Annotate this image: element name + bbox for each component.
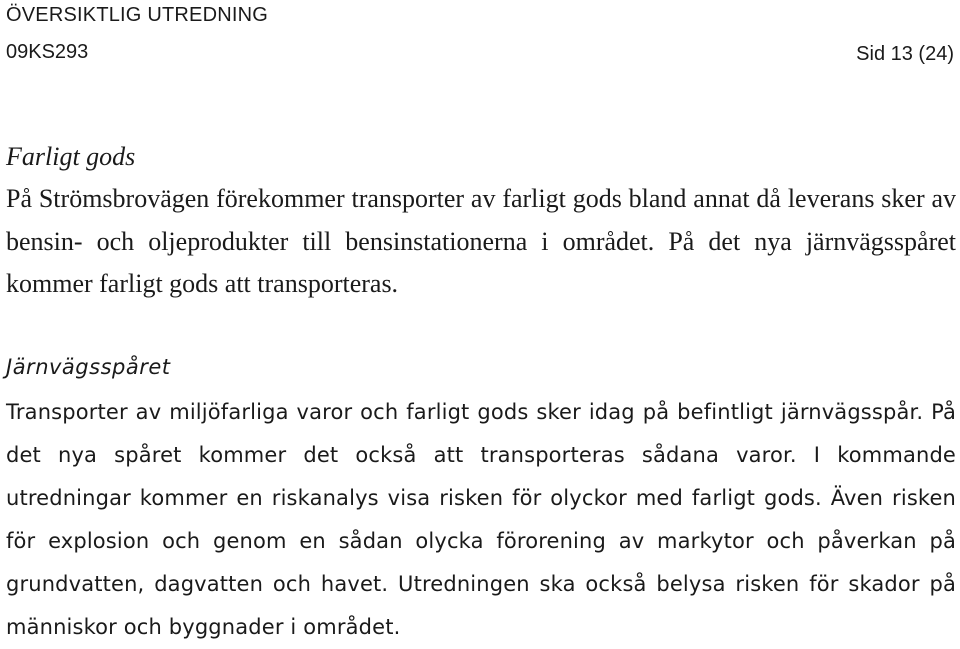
document-title: ÖVERSIKTLIG UTREDNING xyxy=(6,4,269,26)
section-paragraph: På Strömsbrovägen förekommer transporter av farligt gods bland annat då leverans sker av bensin- och oljeprodukter till bensinstationerna i området. På det nya järnvägsspåret kommer farligt gods att transporteras. xyxy=(6,184,956,298)
section-jarnvagssparet xyxy=(6,346,956,649)
section-heading: Järnvägsspåret xyxy=(6,355,171,379)
page-number: Sid 13 (24) xyxy=(856,43,954,65)
section-paragraph: Transporter av miljöfarliga varor och farligt gods sker idag på befintligt järnvägsspår. På det nya spåret kommer det också att transporteras sådana varor. I kommande utredningar kommer en riskanalys visa risken för olyckor med farligt gods. Även risken för explosion och genom en sådan olycka förorening av markytor och påverkan på grundvatten, dagvatten och havet. Utredningen ska också belysa risken för skador på människor och byggnader i området. xyxy=(6,400,956,639)
section-farligt-gods xyxy=(6,136,956,306)
section-heading: Farligt gods xyxy=(6,142,136,171)
document-number: 09KS293 xyxy=(6,41,89,63)
